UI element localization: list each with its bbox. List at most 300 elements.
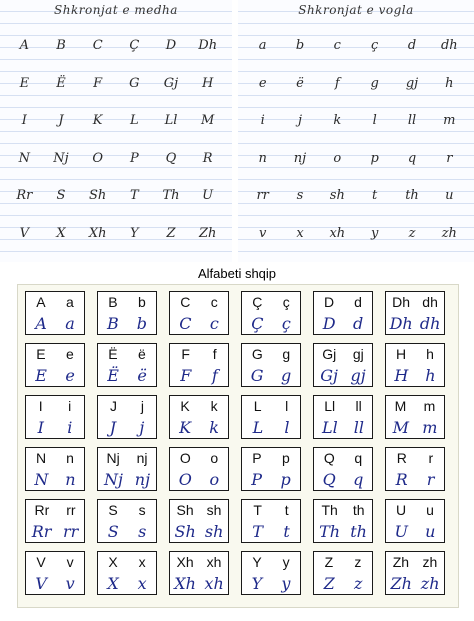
script-lowercase: e	[65, 366, 75, 385]
script-uppercase: Ll	[322, 418, 338, 437]
sheet-letter: Y	[130, 225, 139, 241]
sheet-letter: F	[93, 75, 103, 91]
letter-card	[169, 551, 229, 595]
print-letters	[314, 398, 372, 414]
sheet-letter: A	[19, 38, 30, 53]
letter-card	[385, 395, 445, 439]
print-lowercase: p	[281, 450, 290, 466]
script-lowercase: m	[422, 418, 438, 437]
print-lowercase: v	[66, 554, 74, 570]
sheet-letter: o	[333, 150, 342, 166]
print-letters	[314, 450, 372, 466]
script-uppercase: H	[394, 366, 409, 385]
script-lowercase: i	[67, 418, 73, 437]
letter-card	[169, 395, 229, 439]
sheet-letter: b	[295, 38, 305, 53]
script-letters	[170, 574, 228, 593]
script-letters	[242, 366, 300, 385]
print-lowercase: n	[66, 450, 74, 466]
script-uppercase: B	[106, 314, 119, 333]
print-letters	[26, 554, 84, 570]
script-uppercase: L	[252, 418, 264, 437]
sheet-letter: H	[201, 75, 214, 91]
print-letters	[98, 294, 156, 310]
sheet-letter: p	[370, 150, 379, 166]
sheet-letter: Gj	[163, 75, 179, 91]
letter-card	[25, 291, 85, 335]
print-uppercase: Gj	[322, 346, 337, 362]
print-lowercase: a	[65, 294, 74, 310]
print-lowercase: i	[68, 398, 72, 414]
letter-card	[97, 551, 157, 595]
print-uppercase: B	[108, 294, 118, 310]
print-lowercase: gj	[352, 346, 364, 362]
sheet-letter: U	[202, 188, 214, 203]
print-lowercase: dh	[422, 294, 438, 310]
print-uppercase: D	[324, 294, 335, 310]
sheet-letter: y	[370, 225, 379, 241]
script-uppercase: Th	[319, 522, 341, 541]
script-lowercase: o	[209, 470, 220, 489]
script-letters	[26, 418, 84, 437]
letter-card	[385, 499, 445, 543]
sheet-letter: Dh	[198, 38, 218, 53]
script-letters	[170, 366, 228, 385]
letter-card	[169, 291, 229, 335]
script-uppercase: U	[394, 522, 409, 541]
print-uppercase: J	[109, 398, 117, 414]
print-lowercase: zh	[422, 554, 438, 570]
sheet-letter: Xh	[88, 225, 107, 241]
print-uppercase: P	[252, 450, 262, 466]
script-uppercase: Dh	[389, 314, 413, 333]
script-uppercase: N	[34, 470, 49, 489]
print-letters	[26, 398, 84, 414]
letter-card	[313, 551, 373, 595]
script-uppercase: M	[392, 418, 409, 437]
script-uppercase: C	[179, 314, 192, 333]
sheet-letter: I	[21, 113, 27, 128]
sheet-letter: rr	[256, 188, 269, 203]
script-uppercase: Q	[322, 470, 336, 489]
script-letters	[98, 314, 156, 333]
sheet-letter: M	[201, 113, 215, 128]
sheet-letter: O	[92, 150, 103, 166]
script-lowercase: j	[139, 418, 145, 437]
script-uppercase: D	[322, 314, 336, 333]
print-letters	[170, 294, 228, 310]
print-uppercase: Ll	[324, 398, 336, 414]
sheet-letter: k	[333, 113, 342, 128]
letter-card	[241, 395, 301, 439]
print-uppercase: O	[179, 450, 191, 466]
print-uppercase: Rr	[34, 502, 50, 518]
script-lowercase: u	[425, 522, 436, 541]
sheet-letter: Z	[166, 225, 176, 241]
script-uppercase: G	[250, 366, 264, 385]
print-letters	[242, 554, 300, 570]
script-uppercase: O	[178, 470, 192, 489]
sheet-letter: G	[129, 75, 140, 91]
sheet-letter: Ç	[129, 38, 140, 53]
script-letters	[26, 522, 84, 541]
print-lowercase: d	[354, 294, 362, 310]
letter-card	[25, 447, 85, 491]
letter-card	[97, 447, 157, 491]
print-letters	[98, 502, 156, 518]
print-lowercase: x	[138, 554, 146, 570]
print-lowercase: ë	[137, 346, 146, 362]
sheet-letter: zh	[441, 225, 457, 241]
script-lowercase: t	[283, 522, 290, 541]
script-letters	[26, 366, 84, 385]
sheet-letter: s	[296, 188, 304, 203]
script-letters	[170, 470, 228, 489]
print-letters	[386, 502, 444, 518]
sheet-letter: c	[333, 38, 341, 53]
letter-card	[97, 395, 157, 439]
print-letters	[314, 294, 372, 310]
script-letters	[314, 470, 372, 489]
sheet-letter: X	[56, 225, 66, 241]
script-uppercase: K	[179, 418, 192, 437]
print-uppercase: Xh	[176, 554, 194, 570]
print-uppercase: Nj	[106, 450, 120, 466]
script-lowercase: ll	[353, 418, 364, 437]
uppercase-sheet-title: Shkronjat e medha	[54, 3, 178, 17]
print-uppercase: I	[38, 398, 43, 414]
print-lowercase: th	[352, 502, 365, 518]
print-letters	[170, 398, 228, 414]
letter-card	[385, 551, 445, 595]
script-lowercase: r	[426, 470, 435, 489]
script-letters	[170, 522, 228, 541]
letter-card	[313, 447, 373, 491]
print-lowercase: s	[138, 502, 146, 518]
sheet-letter: d	[407, 38, 417, 53]
print-letters	[26, 502, 84, 518]
sheet-letter: v	[258, 225, 267, 241]
letter-card	[169, 499, 229, 543]
letter-card	[25, 395, 85, 439]
script-letters	[98, 522, 156, 541]
print-lowercase: u	[426, 502, 434, 518]
script-uppercase: Ç	[251, 314, 264, 333]
sheet-letter: B	[56, 38, 66, 53]
sheet-letter: ë	[296, 75, 304, 91]
sheet-letter: T	[129, 188, 139, 203]
print-lowercase: rr	[66, 502, 76, 518]
script-uppercase: A	[35, 314, 47, 333]
print-lowercase: k	[210, 398, 218, 414]
script-lowercase: xh	[204, 574, 224, 593]
print-letters	[242, 450, 300, 466]
print-uppercase: Q	[323, 450, 335, 466]
print-letters	[314, 554, 372, 570]
script-letters	[386, 470, 444, 489]
script-lowercase: q	[353, 470, 364, 489]
print-lowercase: nj	[136, 450, 148, 466]
letter-card	[25, 499, 85, 543]
script-letters	[242, 314, 300, 333]
sheet-letter: Zh	[198, 225, 217, 241]
script-lowercase: h	[425, 366, 436, 385]
print-uppercase: M	[394, 398, 407, 414]
letter-card	[385, 447, 445, 491]
script-lowercase: zh	[420, 574, 440, 593]
sheet-letter: r	[446, 150, 453, 166]
sheet-letter: J	[58, 113, 64, 128]
print-lowercase: f	[212, 346, 217, 362]
script-lowercase: b	[136, 314, 147, 333]
letter-card	[169, 343, 229, 387]
print-uppercase: R	[396, 450, 407, 466]
print-uppercase: K	[180, 398, 190, 414]
print-letters	[170, 346, 228, 362]
print-uppercase: X	[108, 554, 118, 570]
print-lowercase: r	[428, 450, 434, 466]
script-uppercase: F	[180, 366, 192, 385]
script-lowercase: z	[353, 574, 363, 593]
print-lowercase: o	[210, 450, 219, 466]
script-uppercase: E	[35, 366, 47, 385]
script-letters	[98, 366, 156, 385]
sheet-letter: f	[334, 75, 340, 91]
print-letters	[242, 398, 300, 414]
print-letters	[242, 502, 300, 518]
print-uppercase: Z	[324, 554, 334, 570]
script-uppercase: Gj	[320, 366, 338, 385]
script-uppercase: Rr	[31, 522, 52, 541]
print-uppercase: C	[180, 294, 191, 310]
letter-card	[385, 343, 445, 387]
print-lowercase: sh	[206, 502, 222, 518]
uppercase-practice-sheet	[0, 0, 232, 262]
sheet-letter: S	[56, 188, 66, 203]
script-lowercase: g	[281, 366, 292, 385]
script-letters	[386, 522, 444, 541]
script-uppercase: S	[107, 522, 119, 541]
script-letters	[242, 470, 300, 489]
letter-card	[241, 499, 301, 543]
print-letters	[386, 554, 444, 570]
sheet-letter: dh	[440, 38, 458, 53]
script-lowercase: p	[280, 470, 291, 489]
sheet-letter: m	[443, 113, 456, 128]
sheet-letter: Ë	[56, 75, 66, 91]
print-lowercase: e	[65, 346, 74, 362]
script-letters	[314, 522, 372, 541]
alphabet-chart-title: Alfabeti shqip	[197, 266, 277, 281]
sheet-letter: Sh	[89, 188, 107, 203]
sheet-letter: th	[405, 188, 419, 203]
script-letters	[386, 574, 444, 593]
sheet-letter: u	[445, 188, 454, 203]
script-lowercase: n	[65, 470, 76, 489]
script-lowercase: y	[281, 574, 291, 593]
sheet-letter: q	[407, 150, 417, 166]
print-letters	[26, 294, 84, 310]
sheet-letter: z	[408, 225, 416, 241]
script-letters	[314, 314, 372, 333]
letter-card	[25, 551, 85, 595]
script-lowercase: k	[209, 418, 219, 437]
print-lowercase: l	[285, 398, 289, 414]
print-lowercase: t	[284, 502, 289, 518]
print-lowercase: h	[426, 346, 434, 362]
script-letters	[170, 314, 228, 333]
script-letters	[98, 470, 156, 489]
script-uppercase: T	[252, 522, 263, 541]
letter-card	[241, 291, 301, 335]
print-uppercase: H	[396, 346, 407, 362]
sheet-letter: n	[258, 150, 267, 166]
print-lowercase: m	[423, 398, 436, 414]
print-letters	[314, 346, 372, 362]
sheet-letter: Nj	[53, 150, 69, 166]
script-uppercase: Xh	[174, 574, 196, 593]
sheet-letter: i	[260, 113, 265, 128]
print-letters	[170, 554, 228, 570]
sheet-letter: a	[258, 38, 267, 53]
print-lowercase: j	[140, 398, 145, 414]
print-letters	[386, 450, 444, 466]
print-lowercase: g	[282, 346, 291, 362]
script-lowercase: nj	[134, 470, 151, 489]
sheet-letter: C	[92, 38, 103, 53]
letter-card	[97, 291, 157, 335]
print-letters	[386, 398, 444, 414]
sheet-letter: Q	[165, 150, 177, 166]
letter-card	[313, 291, 373, 335]
print-letters	[386, 294, 444, 310]
script-lowercase: s	[138, 522, 147, 541]
script-uppercase: R	[395, 470, 408, 489]
lowercase-practice-sheet	[238, 0, 474, 262]
script-lowercase: x	[137, 574, 147, 593]
sheet-letter: ç	[371, 38, 379, 53]
print-letters	[314, 502, 372, 518]
print-uppercase: L	[253, 398, 262, 414]
print-letters	[98, 346, 156, 362]
script-uppercase: Y	[251, 574, 263, 593]
sheet-letter: h	[445, 75, 454, 91]
sheet-letter: sh	[329, 188, 345, 203]
sheet-letter: l	[372, 113, 377, 128]
script-letters	[242, 574, 300, 593]
letter-card	[313, 499, 373, 543]
script-lowercase: v	[65, 574, 75, 593]
sheet-letter: Th	[162, 188, 180, 203]
print-lowercase: ç	[282, 294, 290, 310]
script-lowercase: c	[209, 314, 219, 333]
print-letters	[242, 294, 300, 310]
print-uppercase: Dh	[392, 294, 411, 310]
script-uppercase: Sh	[174, 522, 196, 541]
sheet-letter: Ll	[164, 113, 178, 128]
print-letters	[386, 346, 444, 362]
print-uppercase: A	[36, 294, 46, 310]
print-letters	[26, 346, 84, 362]
sheet-letter: Rr	[16, 188, 33, 203]
letter-card	[313, 343, 373, 387]
script-letters	[26, 470, 84, 489]
sheet-letter: V	[19, 225, 30, 241]
script-lowercase: ë	[137, 366, 147, 385]
sheet-letter: R	[202, 150, 213, 166]
print-uppercase: Sh	[176, 502, 194, 518]
uppercase-letter-grid	[6, 32, 226, 257]
print-lowercase: ll	[355, 398, 362, 414]
script-letters	[314, 418, 372, 437]
print-uppercase: Y	[252, 554, 262, 570]
script-lowercase: rr	[62, 522, 79, 541]
print-letters	[242, 346, 300, 362]
letter-card	[169, 447, 229, 491]
print-lowercase: y	[282, 554, 290, 570]
script-uppercase: Nj	[103, 470, 123, 489]
sheet-letter: t	[372, 188, 378, 203]
sheet-letter: xh	[329, 225, 346, 241]
script-lowercase: sh	[204, 522, 224, 541]
script-lowercase: f	[211, 366, 218, 385]
script-letters	[386, 314, 444, 333]
print-letters	[170, 450, 228, 466]
script-letters	[386, 366, 444, 385]
script-uppercase: Ë	[107, 366, 119, 385]
lowercase-letter-grid	[244, 32, 468, 257]
print-lowercase: z	[354, 554, 362, 570]
script-uppercase: J	[109, 418, 117, 437]
print-lowercase: c	[210, 294, 218, 310]
sheet-letter: P	[129, 150, 139, 166]
letter-card	[241, 551, 301, 595]
sheet-letter: e	[258, 75, 267, 91]
print-lowercase: q	[354, 450, 363, 466]
script-uppercase: P	[251, 470, 262, 489]
sheet-letter: g	[370, 75, 379, 91]
letter-card	[25, 343, 85, 387]
print-letters	[98, 554, 156, 570]
sheet-letter: L	[130, 113, 139, 128]
sheet-letter: E	[19, 75, 30, 91]
script-letters	[26, 574, 84, 593]
script-lowercase: gj	[350, 366, 366, 385]
script-letters	[314, 574, 372, 593]
script-uppercase: Zh	[390, 574, 412, 593]
sheet-letter: j	[297, 113, 302, 128]
script-uppercase: I	[37, 418, 44, 437]
print-uppercase: F	[181, 346, 190, 362]
script-letters	[26, 314, 84, 333]
lowercase-sheet-title: Shkronjat e vogla	[298, 3, 414, 17]
script-lowercase: dh	[419, 314, 441, 333]
print-uppercase: Zh	[392, 554, 410, 570]
print-lowercase: xh	[206, 554, 222, 570]
sheet-letter: x	[296, 225, 304, 241]
print-uppercase: S	[108, 502, 118, 518]
print-lowercase: b	[137, 294, 146, 310]
script-letters	[314, 366, 372, 385]
letter-card	[241, 447, 301, 491]
letter-card	[385, 291, 445, 335]
print-letters	[26, 450, 84, 466]
script-lowercase: th	[350, 522, 367, 541]
sheet-letter: D	[165, 38, 177, 53]
print-letters	[98, 398, 156, 414]
print-uppercase: E	[36, 346, 46, 362]
letter-card	[97, 343, 157, 387]
